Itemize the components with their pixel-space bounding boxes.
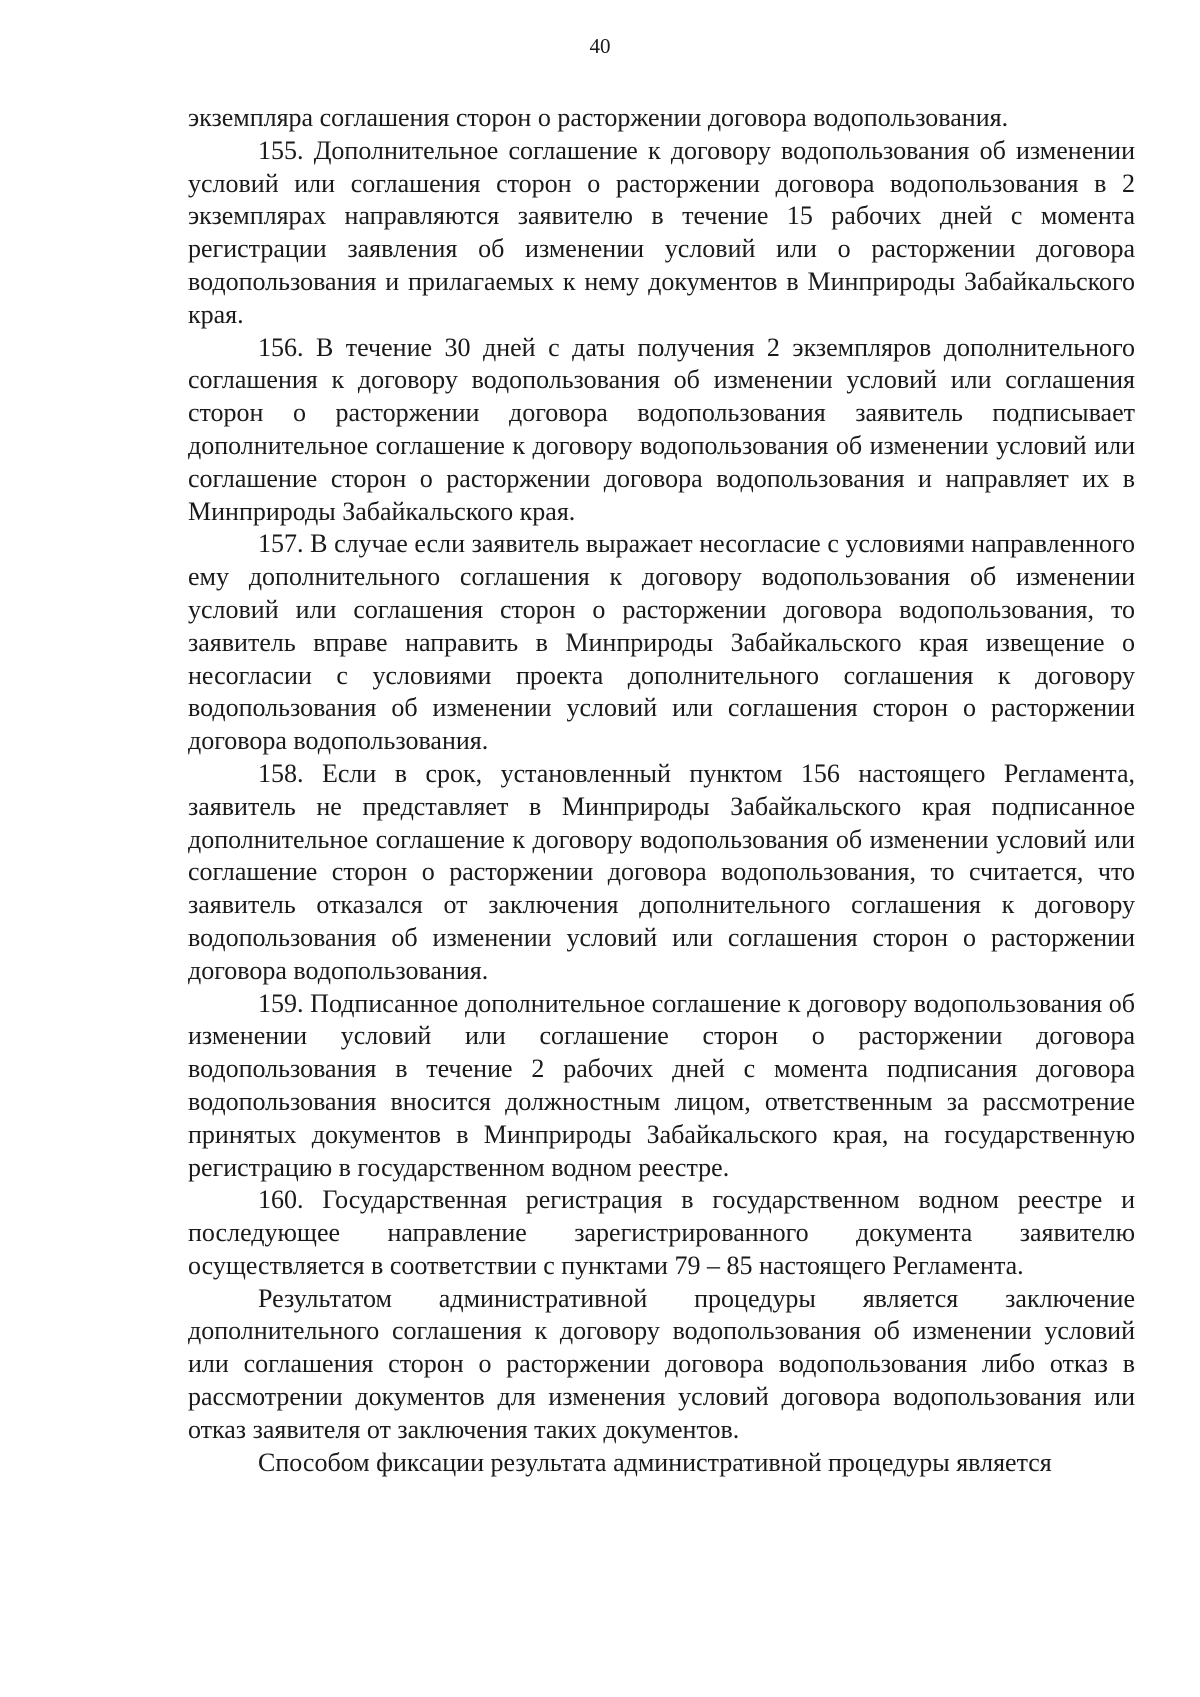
paragraph-155: 155. Дополнительное соглашение к договору водопользования об изменении условий или соглашения сторон о расторжении договора водопользования в 2 экземплярах направляются заявителю в течение 15 рабочих дней с момента регистрации заявления об изменении условий или о расторжении договора водопользования и прилагаемых к нему документов в Минприроды Забайкальского края. — [188, 135, 1135, 329]
document-body — [188, 102, 1135, 1479]
paragraph-159: 159. Подписанное дополнительное соглашение к договору водопользования об изменении условий или соглашение сторон о расторжении договора водопользования в течение 2 рабочих дней с момента подписания договора водопользования вносится должностным лицом, ответственным за рассмотрение принятых документов в Минприроды Забайкальского края, на государственную регистрацию в государственном водном реестре. — [188, 988, 1135, 1182]
paragraph-continuation: экземпляра соглашения сторон о расторжении договора водопользования. — [188, 103, 1009, 132]
paragraph-157: 157. В случае если заявитель выражает несогласие с условиями направленного ему дополнительного соглашения к договору водопользования об изменении условий или соглашения сторон о расторжении договора водопользования, то заявитель вправе направить в Минприроды Забайкальского края извещение о несогласии с условиями проекта дополнительного соглашения к договору водопользования об изменении условий или соглашения сторон о расторжении договора водопользования. — [188, 529, 1135, 756]
paragraph-156: 156. В течение 30 дней с даты получения 2 экземпляров дополнительного соглашения к договору водопользования об изменении условий или соглашения сторон о расторжении договора водопользования заявитель подписывает дополнительное соглашение к договору водопользования об изменении условий или соглашение сторон о расторжении договора водопользования и направляет их в Минприроды Забайкальского края. — [188, 332, 1135, 526]
page-number: 40 — [589, 34, 611, 58]
paragraph-160: 160. Государственная регистрация в государственном водном реестре и последующее направление зарегистрированного документа заявителю осуществляется в соответствии с пунктами 79 – 85 настоящего Регламента. — [188, 1185, 1135, 1280]
paragraph-fixation-method: Способом фиксации результата административной процедуры является — [258, 1447, 1052, 1477]
paragraph-result: Результатом административной процедуры является заключение дополнительного соглашения к договору водопользования об изменении условий или соглашения сторон о расторжении договора водопользования либо отказ в рассмотрении документов для изменения условий договора водопользования или отказ заявителя от заключения таких документов. — [188, 1283, 1135, 1444]
paragraph-158: 158. Если в срок, установленный пунктом 156 настоящего Регламента, заявитель не представляет в Минприроды Забайкальского края подписанное дополнительное соглашение к договору водопользования об изменении условий или соглашение сторон о расторжении договора водопользования, то считается, что заявитель отказался от заключения дополнительного соглашения к договору водопользования об изменении условий или соглашения сторон о расторжении договора водопользования. — [188, 758, 1135, 985]
